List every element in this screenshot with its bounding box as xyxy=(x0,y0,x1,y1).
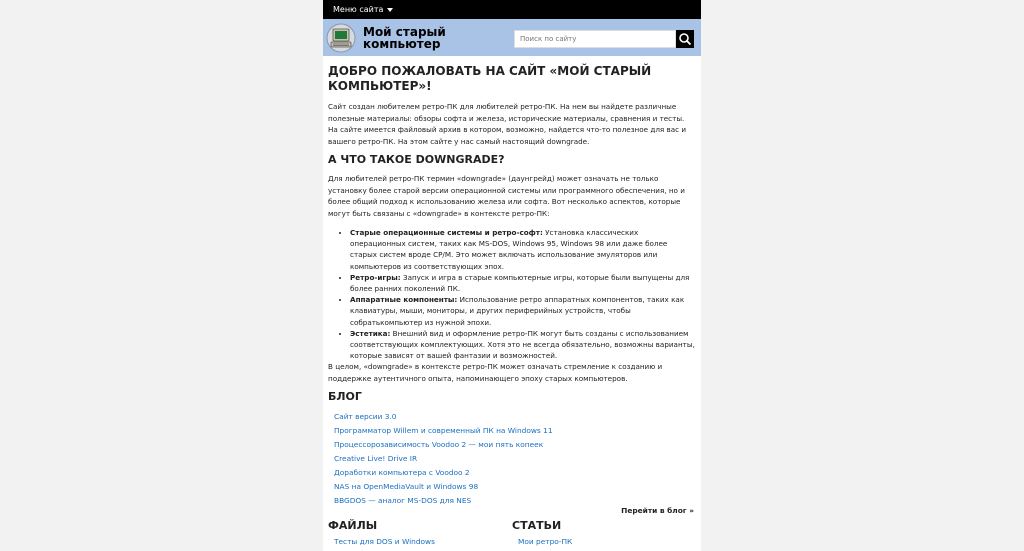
search-button[interactable] xyxy=(676,30,694,48)
chevron-down-icon xyxy=(387,8,393,12)
site-menu-button[interactable] xyxy=(333,5,393,14)
files-list xyxy=(328,535,512,549)
site-header xyxy=(323,19,701,56)
blog-post-link[interactable]: Сайт версии 3.0 xyxy=(334,412,397,422)
bottom-sections xyxy=(328,517,696,549)
files-link[interactable]: Тесты для DOS и Windows xyxy=(334,537,435,547)
downgrade-paragraph: Для любителей ретро-ПК термин «downgrade» (даунгрейд) может означать не только установку более старой версии операционной системы или программного обеспечения, но и более общий подход к использованию железа или софта. Вот несколько аспектов, которые могут быть связаны с «downgrade» в контексте ретро-ПК: xyxy=(328,174,685,218)
blog-post-link[interactable]: BBGDOS — аналог MS-DOS для NES xyxy=(334,496,472,506)
blog-post-link[interactable]: Creative Live! Drive IR xyxy=(334,454,418,464)
files-section xyxy=(328,517,512,549)
aspect-text: Использование ретро аппаратных компонентов, таких как клавиатуры, мыши, мониторы, и других периферийных устройств, чтобы собратькомпьютер из нужной эпохи. xyxy=(350,295,685,327)
list-item xyxy=(350,227,696,272)
articles-heading: СТАТЬИ xyxy=(512,519,562,533)
intro-paragraph: Сайт создан любителем ретро-ПК для любителей ретро-ПК. На нем вы найдете различные полезные материалы: обзоры софта и железа, исторические материалы, сравнения и тесты. На сайте имеется файловый архив в котором, возможно, найдется что-то полезное для вас и вашего ретро-ПК. На этом сайте у нас самый настоящий downgrade. xyxy=(328,102,687,146)
topbar xyxy=(323,0,701,19)
blog-post-link[interactable]: NAS на OpenMediaVault и Windows 98 xyxy=(334,482,479,492)
blog-list xyxy=(328,410,696,508)
articles-link[interactable]: Мои ретро-ПК xyxy=(518,537,573,547)
files-heading: ФАЙЛЫ xyxy=(328,519,378,533)
articles-list xyxy=(512,535,696,549)
page-title: ДОБРО ПОЖАЛОВАТЬ НА САЙТ «МОЙ СТАРЫЙ КОМПЬЮТЕР»! xyxy=(328,64,652,93)
articles-section xyxy=(512,517,696,549)
list-item xyxy=(350,272,696,294)
downgrade-heading: А ЧТО ТАКОЕ DOWNGRADE? xyxy=(328,153,505,166)
list-item xyxy=(350,328,696,362)
aspects-list xyxy=(328,227,696,361)
site-title[interactable] xyxy=(363,26,446,50)
blog-post-link[interactable]: Процессорозависимость Voodoo 2 — мои пять копеек xyxy=(334,440,544,450)
search-icon xyxy=(676,30,694,48)
aspect-title: Ретро-игры: xyxy=(350,272,401,282)
aspect-title: Эстетика: xyxy=(350,328,391,338)
site-title-line-1: Мой старый xyxy=(363,25,446,39)
aspect-text: Установка классических операционных систем, таких как MS-DOS, Windows 95, Windows 98 или даже более старых систем вроде CP/M. Это может включать использование эмуляторов или компьютеров из соответствующих эпох. xyxy=(350,228,668,271)
search-input[interactable] xyxy=(514,30,676,48)
site-title-line-2: компьютер xyxy=(363,37,441,51)
go-to-blog-link[interactable]: Перейти в блог » xyxy=(621,506,694,516)
site-menu-label: Меню сайта xyxy=(333,5,384,14)
blog-post-link[interactable]: Программатор Willem и современный ПК на Windows 11 xyxy=(334,426,553,436)
aspect-title: Аппаратные компоненты: xyxy=(350,295,458,305)
aspect-title: Старые операционные системы и ретро-софт: xyxy=(350,228,543,237)
page xyxy=(323,0,701,551)
main-content xyxy=(323,56,701,549)
list-item xyxy=(350,294,696,328)
aspect-text: Запуск и игра в старые компьютерные игры, которые были выпущены для более ранних поколений ПК. xyxy=(350,272,690,294)
blog-post-link[interactable]: Доработки компьютера с Voodoo 2 xyxy=(334,468,470,478)
retro-computer-logo-icon[interactable] xyxy=(326,23,356,53)
conclusion-paragraph: В целом, «downgrade» в контексте ретро-ПК может означать стремление к созданию и поддержке аутентичного опыта, напоминающего эпоху старых компьютеров. xyxy=(328,362,663,383)
blog-heading: БЛОГ xyxy=(328,390,362,404)
aspect-text: Внешний вид и оформление ретро-ПК могут быть созданы с использованием соответствующих комплектующих. Хотя это не всегда обязательно, возможны варианты, которые зависят от вашей фантазии и возможностей. xyxy=(350,328,695,361)
